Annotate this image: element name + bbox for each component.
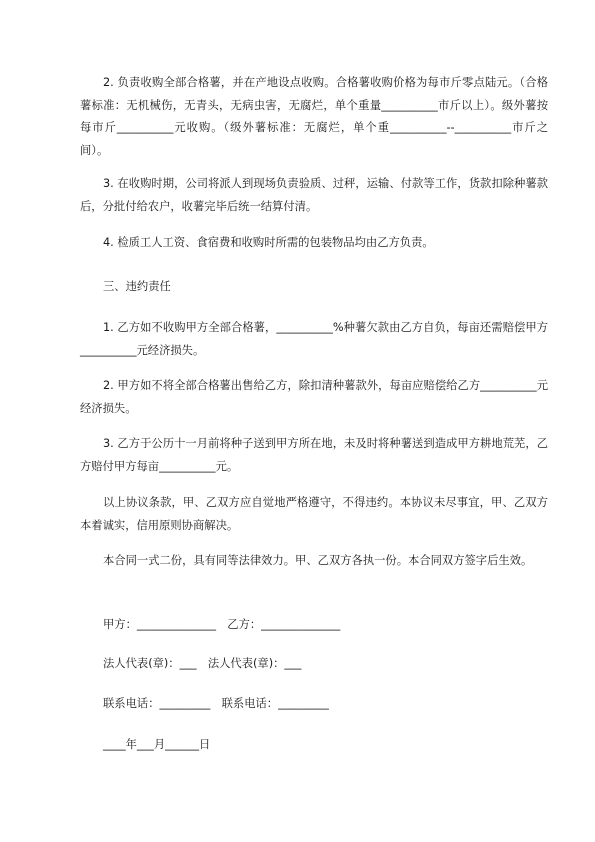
section-heading-breach: 三、违约责任 (103, 280, 171, 293)
compliance-paragraph: 以上协议条款，甲、乙双方应自觉地严格遵守，不得违约。本协议未尽事宜，甲、乙双方本着诚实，信用原则协商解决。 (80, 496, 548, 532)
date-line: ____年___月______日 (103, 738, 211, 751)
clause-3-payment: 3. 在收购时期，公司将派人到现场负责验质、过秤，运输、付款等工作，货款扣除种薯款后，分批付给农户，收薯完毕后统一结算付清。 (80, 177, 548, 213)
breach-clause-2: 2. 甲方如不将全部合格薯出售给乙方，除扣清种薯款外，每亩应赔偿给乙方__________元经济损失。 (80, 379, 548, 415)
signature-party-line: 甲方：______________ 乙方：______________ (103, 618, 341, 631)
legal-representative-line: 法人代表(章)：___ 法人代表(章)：___ (103, 657, 302, 670)
validity-paragraph: 本合同一式二份，具有同等法律效力。甲、乙双方各执一份。本合同双方签字后生效。 (103, 554, 533, 567)
contact-phone-line: 联系电话：_________ 联系电话：_________ (103, 697, 329, 710)
clause-2-purchase: 2. 负责收购全部合格薯，并在产地设点收购。合格薯收购价格为每市斤零点陆元。（合格薯标准：无机械伤，无青头，无病虫害，无腐烂，单个重量__________市斤以上）。级外薯按每市斤__________元收购。（级外薯标准：无腐烂，单个重__________--__________市斤之间）。 (80, 76, 548, 157)
breach-clause-1: 1. 乙方如不收购甲方全部合格薯，__________%种薯欠款由乙方自负，每亩还需赔偿甲方__________元经济损失。 (80, 321, 548, 357)
breach-clause-3: 3. 乙方于公历十一月前将种子送到甲方所在地，未及时将种薯送到造成甲方耕地荒芜，乙方赔付甲方每亩__________元。 (80, 437, 548, 473)
clause-4-labor: 4. 检质工人工资、食宿费和收购时所需的包装物品均由乙方负责。 (103, 236, 434, 249)
